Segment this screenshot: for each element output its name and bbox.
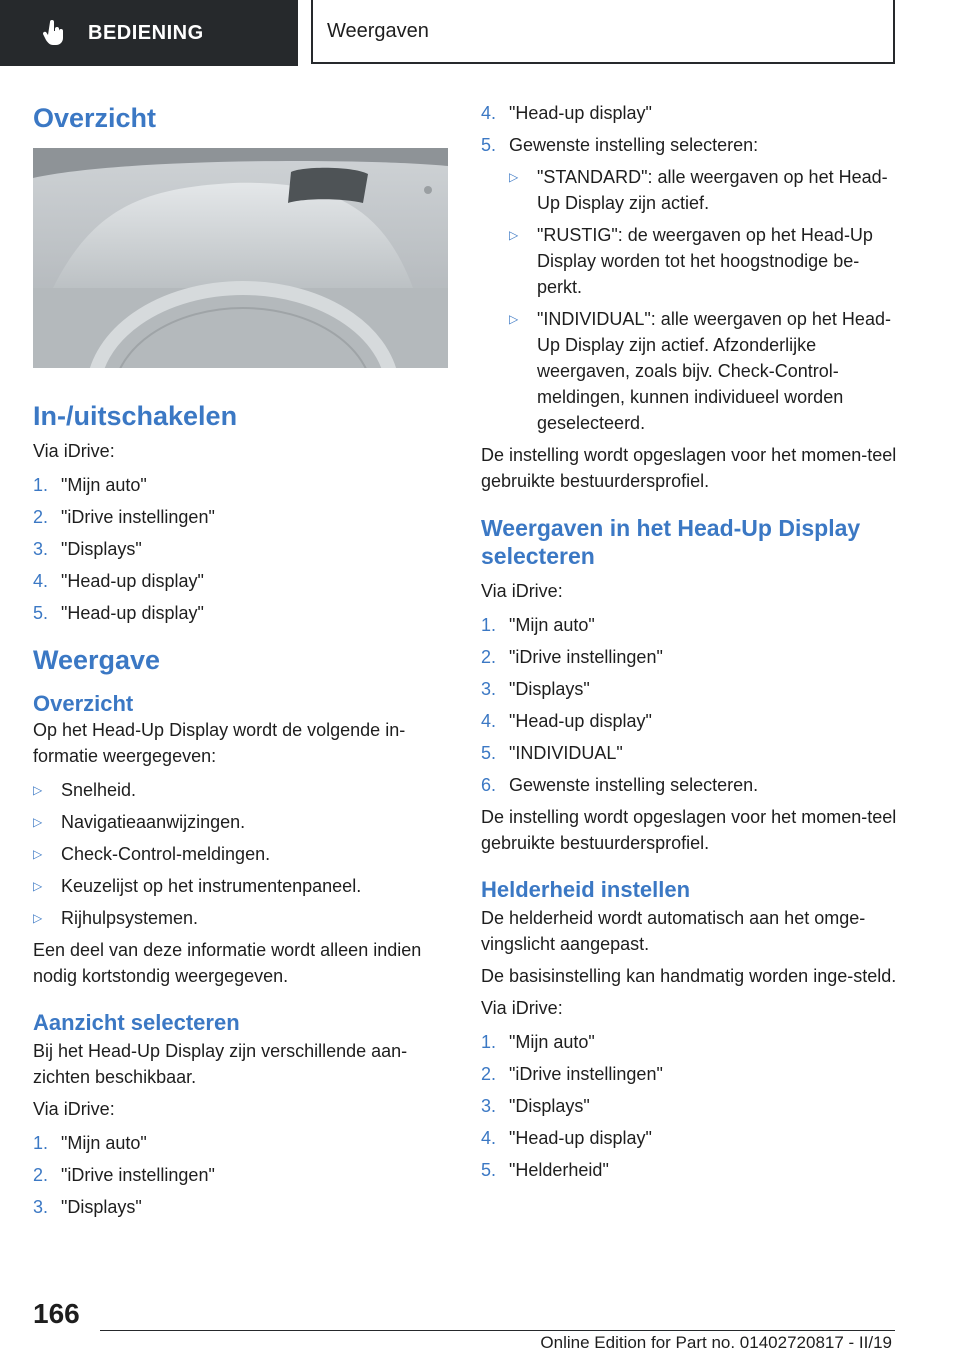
right-column: [481, 100, 901, 1189]
list-item: [33, 905, 448, 931]
step-text: "INDIVIDUAL": [509, 743, 623, 763]
step-text: "Mijn auto": [61, 475, 147, 495]
chapter-title: Weergaven: [327, 19, 429, 42]
list-item: [481, 708, 901, 734]
triangle-right-icon: ▷: [33, 847, 43, 861]
helderheid-p1: De helderheid wordt automatisch aan het omge-vingslicht aangepast.: [481, 908, 866, 954]
list-item: [33, 873, 448, 899]
step-number: 6.: [481, 775, 497, 795]
step-number: 1.: [33, 475, 49, 495]
step-number: 4.: [33, 571, 49, 591]
helderheid-p2: De basisinstelling kan handmatig worden inge-steld.: [481, 966, 897, 986]
step-text: Gewenste instelling selecteren.: [509, 775, 759, 795]
saved-note-1: De instelling wordt opgeslagen voor het momen-teel gebruikte bestuurdersprofiel.: [481, 445, 897, 491]
weergaven-via: Via iDrive:: [481, 581, 563, 601]
triangle-right-icon: ▷: [33, 815, 43, 829]
step-text: "Displays": [509, 679, 590, 699]
list-item: [481, 1157, 901, 1183]
step-number: 2.: [481, 1064, 497, 1084]
bullet-text: Rijhulpsystemen.: [61, 908, 199, 928]
step-number: 5.: [33, 603, 49, 623]
list-item: [481, 1093, 901, 1119]
step-text: "Displays": [61, 539, 142, 559]
overzicht-heading: Overzicht: [33, 103, 157, 133]
step-number: 2.: [33, 1165, 49, 1185]
continued-steps-list: [481, 100, 901, 158]
weergave-overzicht-heading: Overzicht: [33, 691, 134, 716]
bullet-text: "INDIVIDUAL": alle weergaven op het Head-Up Display zijn actief. Afzonderlijke weergaven, zoals bijv. Check-Control-meldingen, kunnen individueel worden geselecteerd.: [537, 309, 891, 433]
list-item: [509, 222, 901, 300]
step-number: 5.: [481, 743, 497, 763]
chapter-header: [311, 0, 895, 64]
step-text: "Mijn auto": [509, 615, 595, 635]
step-number: 5.: [481, 135, 497, 155]
list-item: [481, 1029, 901, 1055]
bullet-text: "RUSTIG": de weergaven op het Head-Up Display worden tot het hoogstnodige be-perkt.: [537, 225, 873, 297]
step-text: "Helderheid": [509, 1160, 609, 1180]
list-item: [481, 1061, 901, 1087]
section-title: BEDIENING: [88, 21, 204, 44]
triangle-right-icon: ▷: [33, 879, 43, 893]
step-number: 1.: [33, 1133, 49, 1153]
list-item: [481, 132, 901, 158]
list-item: [509, 306, 901, 436]
step-text: "iDrive instellingen": [509, 647, 663, 667]
weergave-heading: Weergave: [33, 645, 161, 675]
step-text: "Head-up display": [509, 103, 652, 123]
aanzicht-intro: Bij het Head-Up Display zijn verschillende aan-zichten beschikbaar.: [33, 1041, 408, 1087]
bullet-text: Navigatieaanwijzingen.: [61, 812, 246, 832]
list-item: [481, 676, 901, 702]
step-text: "Head-up display": [509, 711, 652, 731]
list-item: [481, 740, 901, 766]
list-item: [33, 472, 448, 498]
list-item: [481, 612, 901, 638]
triangle-right-icon: ▷: [509, 170, 519, 184]
step-number: 1.: [481, 1032, 497, 1052]
weergave-intro: Op het Head-Up Display wordt de volgende in-formatie weergegeven:: [33, 720, 406, 766]
list-item: [33, 568, 448, 594]
bullet-text: "STANDARD": alle weergaven op het Head-Up Display zijn actief.: [537, 167, 888, 213]
step-text: "iDrive instellingen": [61, 1165, 215, 1185]
page-number: 166: [33, 1298, 80, 1329]
weergave-items-list: [33, 777, 448, 931]
list-item: [481, 772, 901, 798]
aanzicht-steps-list: [33, 1130, 448, 1220]
via-idrive-text: Via iDrive:: [33, 441, 115, 461]
step-text: "iDrive instellingen": [61, 507, 215, 527]
list-item: [33, 1130, 448, 1156]
step-number: 2.: [481, 647, 497, 667]
step-number: 4.: [481, 711, 497, 731]
list-item: [33, 841, 448, 867]
inuit-steps-list: [33, 472, 448, 626]
list-item: [33, 1162, 448, 1188]
edition-text: Online Edition for Part no. 01402720817 - II/19: [540, 1333, 892, 1352]
triangle-right-icon: ▷: [33, 783, 43, 797]
step-number: 4.: [481, 103, 497, 123]
step-text: "iDrive instellingen": [509, 1064, 663, 1084]
step-text: Gewenste instelling selecteren:: [509, 135, 759, 155]
step-number: 4.: [481, 1128, 497, 1148]
footer-divider: [100, 1330, 895, 1331]
display-options-list: [509, 164, 901, 436]
aanzicht-via: Via iDrive:: [33, 1099, 115, 1119]
step-number: 3.: [481, 1096, 497, 1116]
step-text: "Displays": [61, 1197, 142, 1217]
list-item: [33, 504, 448, 530]
bullet-text: Keuzelijst op het instrumentenpaneel.: [61, 876, 362, 896]
step-text: "Mijn auto": [509, 1032, 595, 1052]
list-item: [33, 809, 448, 835]
triangle-right-icon: ▷: [509, 312, 519, 326]
triangle-right-icon: ▷: [33, 911, 43, 925]
hand-pointer-icon: [40, 20, 66, 46]
step-text: "Head-up display": [61, 571, 204, 591]
step-text: "Head-up display": [61, 603, 204, 623]
list-item: [481, 100, 901, 126]
weergaven-heading: Weergaven in het Head-Up Display selecteren: [481, 515, 861, 569]
in-uitschakelen-heading: In-/uitschakelen: [33, 401, 238, 431]
saved-note-2: De instelling wordt opgeslagen voor het momen-teel gebruikte bestuurdersprofiel.: [481, 807, 897, 853]
step-number: 5.: [481, 1160, 497, 1180]
step-number: 1.: [481, 615, 497, 635]
weergaven-steps-list: [481, 612, 901, 798]
step-number: 3.: [33, 539, 49, 559]
step-text: "Head-up display": [509, 1128, 652, 1148]
head-up-display-photo: [33, 148, 448, 368]
list-item: [33, 600, 448, 626]
step-number: 3.: [33, 1197, 49, 1217]
aanzicht-heading: Aanzicht selecteren: [33, 1010, 240, 1035]
list-item: [33, 777, 448, 803]
left-column: [33, 100, 448, 1226]
weergave-note: Een deel van deze informatie wordt alleen indien nodig kortstondig weergegeven.: [33, 940, 422, 986]
bullet-text: Check-Control-meldingen.: [61, 844, 271, 864]
list-item: [33, 536, 448, 562]
helderheid-via: Via iDrive:: [481, 998, 563, 1018]
bullet-text: Snelheid.: [61, 780, 137, 800]
step-number: 2.: [33, 507, 49, 527]
helderheid-steps-list: [481, 1029, 901, 1183]
step-text: "Mijn auto": [61, 1133, 147, 1153]
list-item: [481, 1125, 901, 1151]
list-item: [509, 164, 901, 216]
helderheid-heading: Helderheid instellen: [481, 877, 691, 902]
triangle-right-icon: ▷: [509, 228, 519, 242]
section-header: [0, 0, 298, 66]
list-item: [33, 1194, 448, 1220]
list-item: [481, 644, 901, 670]
step-text: "Displays": [509, 1096, 590, 1116]
step-number: 3.: [481, 679, 497, 699]
